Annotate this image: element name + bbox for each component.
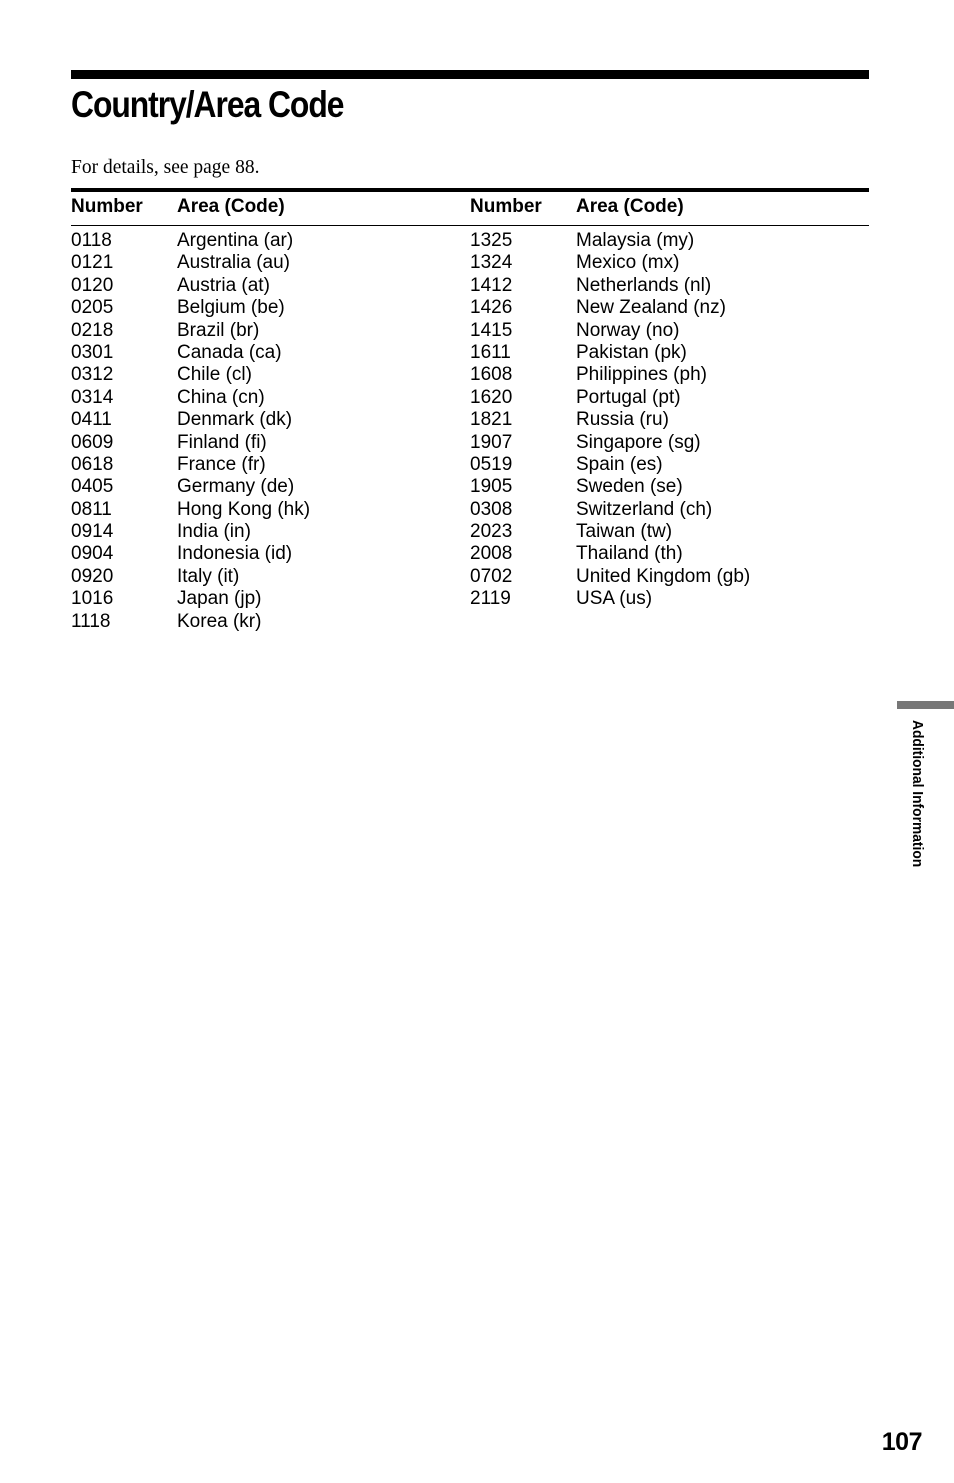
page-title: Country/Area Code xyxy=(71,84,344,125)
table-row xyxy=(71,275,451,297)
table-row xyxy=(470,521,868,543)
table-row xyxy=(71,409,451,431)
table-row xyxy=(71,611,451,633)
country-number: 0811 xyxy=(71,498,112,520)
country-area: Australia (au) xyxy=(177,252,290,274)
table-row xyxy=(71,297,451,319)
country-number: 1620 xyxy=(470,386,513,408)
table-row xyxy=(71,499,451,521)
country-area: India (in) xyxy=(177,521,251,543)
table-row xyxy=(470,409,868,431)
side-tab-marker xyxy=(897,701,954,709)
right-code-list xyxy=(470,230,868,611)
country-number: 0405 xyxy=(71,476,114,498)
table-row xyxy=(470,454,868,476)
country-number: 0121 xyxy=(71,252,114,274)
country-area: Netherlands (nl) xyxy=(576,274,712,296)
country-area: Sweden (se) xyxy=(576,476,683,498)
table-row xyxy=(470,387,868,409)
country-number: 1415 xyxy=(470,319,513,341)
table-row xyxy=(470,543,868,565)
table-row xyxy=(71,364,451,386)
table-row xyxy=(470,432,868,454)
country-area: Korea (kr) xyxy=(177,610,262,632)
country-number: 2023 xyxy=(470,521,513,543)
country-number: 0118 xyxy=(71,230,112,251)
country-area: Norway (no) xyxy=(576,319,680,341)
country-area: Chile (cl) xyxy=(177,364,252,386)
table-row xyxy=(71,566,451,588)
country-number: 1907 xyxy=(470,431,513,453)
table-top-rule xyxy=(71,188,869,192)
country-area: Spain (es) xyxy=(576,453,663,475)
country-area: France (fr) xyxy=(177,453,266,475)
country-number: 0904 xyxy=(71,543,114,565)
right-number-header: Number xyxy=(470,196,542,217)
left-number-header: Number xyxy=(71,196,143,217)
table-row xyxy=(470,364,868,386)
country-area: Japan (jp) xyxy=(177,588,262,610)
table-row xyxy=(71,454,451,476)
country-area: Mexico (mx) xyxy=(576,252,680,274)
country-area: USA (us) xyxy=(576,588,653,610)
country-area: Denmark (dk) xyxy=(177,409,293,431)
country-area: Philippines (ph) xyxy=(576,364,707,386)
country-area: Taiwan (tw) xyxy=(576,521,673,543)
table-row xyxy=(71,342,451,364)
country-area: Argentina (ar) xyxy=(177,230,294,251)
table-row xyxy=(470,499,868,521)
country-number: 0308 xyxy=(470,498,513,520)
table-row xyxy=(470,320,868,342)
table-row xyxy=(470,275,868,297)
country-area: Finland (fi) xyxy=(177,431,267,453)
country-number: 0411 xyxy=(71,409,112,431)
page-number: 107 xyxy=(881,1428,922,1456)
country-number: 1611 xyxy=(470,341,511,363)
country-area: Austria (at) xyxy=(177,274,270,296)
country-number: 0218 xyxy=(71,319,114,341)
country-area: Hong Kong (hk) xyxy=(177,498,311,520)
table-row xyxy=(470,230,868,252)
country-area: Canada (ca) xyxy=(177,341,282,363)
country-number: 1412 xyxy=(470,274,513,296)
country-number: 0205 xyxy=(71,297,114,319)
country-area: Pakistan (pk) xyxy=(576,341,687,363)
country-area: Malaysia (my) xyxy=(576,230,695,251)
country-area: Germany (de) xyxy=(177,476,295,498)
country-area: Brazil (br) xyxy=(177,319,260,341)
table-header-rule xyxy=(71,225,869,226)
country-area: Russia (ru) xyxy=(576,409,669,431)
country-number: 0314 xyxy=(71,386,114,408)
country-area: New Zealand (nz) xyxy=(576,297,726,319)
country-area: Thailand (th) xyxy=(576,543,683,565)
country-area: China (cn) xyxy=(177,386,265,408)
country-area: Belgium (be) xyxy=(177,297,285,319)
country-number: 0609 xyxy=(71,431,114,453)
country-area: Switzerland (ch) xyxy=(576,498,713,520)
table-row xyxy=(71,432,451,454)
left-code-list xyxy=(71,230,451,633)
table-row xyxy=(470,297,868,319)
country-number: 0120 xyxy=(71,274,114,296)
country-number: 1608 xyxy=(470,364,513,386)
country-number: 1905 xyxy=(470,476,513,498)
table-row xyxy=(71,543,451,565)
table-row xyxy=(71,252,451,274)
country-number: 0702 xyxy=(470,565,513,587)
country-number: 0301 xyxy=(71,341,114,363)
table-row xyxy=(71,588,451,610)
country-number: 0914 xyxy=(71,521,114,543)
country-number: 1426 xyxy=(470,297,513,319)
table-row xyxy=(71,320,451,342)
right-area-header: Area (Code) xyxy=(576,196,684,217)
table-row xyxy=(71,521,451,543)
country-number: 1016 xyxy=(71,588,114,610)
country-number: 0519 xyxy=(470,453,513,475)
table-row xyxy=(470,476,868,498)
country-number: 2008 xyxy=(470,543,513,565)
table-row xyxy=(470,588,868,610)
country-number: 0618 xyxy=(71,453,114,475)
country-area: Singapore (sg) xyxy=(576,431,701,453)
country-number: 0920 xyxy=(71,565,114,587)
country-number: 0312 xyxy=(71,364,114,386)
country-area: Portugal (pt) xyxy=(576,386,681,408)
side-tab-label: Additional Information xyxy=(909,720,926,868)
intro-text: For details, see page 88. xyxy=(71,157,260,178)
table-row xyxy=(470,566,868,588)
country-area: United Kingdom (gb) xyxy=(576,565,751,587)
country-area: Indonesia (id) xyxy=(177,543,293,565)
table-row xyxy=(71,230,451,252)
country-number: 1324 xyxy=(470,252,513,274)
table-row xyxy=(470,252,868,274)
country-number: 2119 xyxy=(470,588,511,610)
table-row xyxy=(470,342,868,364)
country-number: 1821 xyxy=(470,409,513,431)
country-area: Italy (it) xyxy=(177,565,240,587)
left-area-header: Area (Code) xyxy=(177,196,285,217)
title-rule xyxy=(71,70,869,79)
country-number: 1118 xyxy=(71,610,111,632)
table-row xyxy=(71,387,451,409)
country-number: 1325 xyxy=(470,230,513,251)
table-row xyxy=(71,476,451,498)
